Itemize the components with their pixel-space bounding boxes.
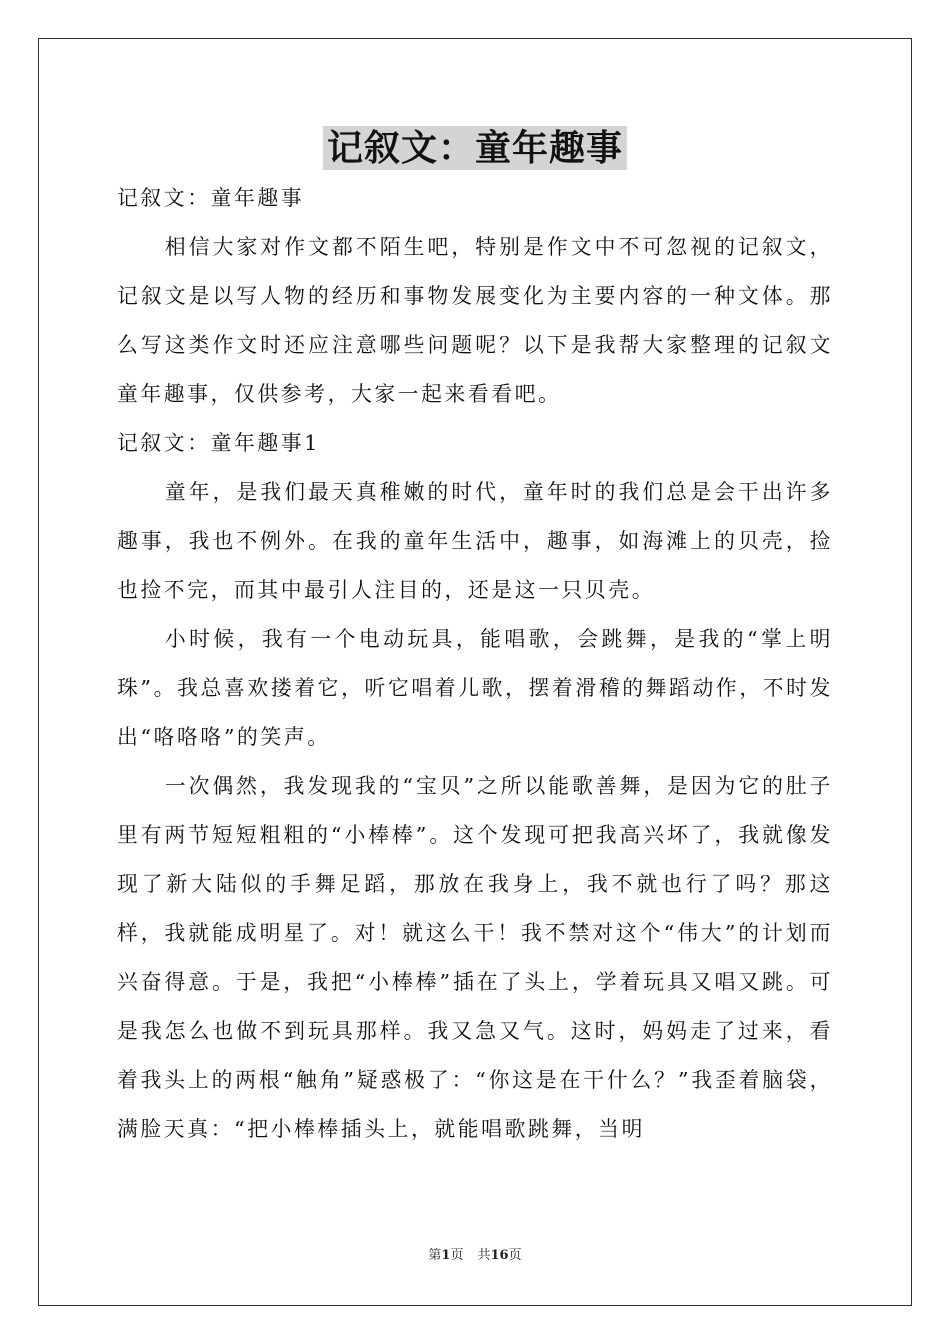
intro-paragraph: 相信大家对作文都不陌生吧，特别是作文中不可忽视的记叙文，记叙文是以写人物的经历和事物发展变化为主要内容的一种文体。那么写这类作文时还应注意哪些问题呢？以下是我帮大家整理的记叙文童年趣事，仅供参考，大家一起来看看吧。 xyxy=(117,235,833,406)
section-heading: 记叙文：童年趣事1 xyxy=(117,431,321,455)
total-prefix: 共 xyxy=(477,1248,491,1263)
document-body xyxy=(117,174,833,1154)
page-footer xyxy=(0,1246,950,1266)
page-prefix: 第 xyxy=(428,1248,442,1263)
body-paragraph: 一次偶然，我发现我的“宝贝”之所以能歌善舞，是因为它的肚子里有两节短短粗粗的“小棒棒”。这个发现可把我高兴坏了，我就像发现了新大陆似的手舞足蹈，那放在我身上，我不就也行了吗？那这样，我就能成明星了。对！就这么干！我不禁对这个“伟大”的计划而兴奋得意。于是，我把“小棒棒”插在了头上，学着玩具又唱又跳。可是我怎么也做不到玩具那样。我又急又气。这时，妈妈走了过来，看着我头上的两根“触角”疑惑极了：“你这是在干什么？”我歪着脑袋，满脸天真：“把小棒棒插头上，就能唱歌跳舞，当明 xyxy=(117,774,833,1141)
subtitle-paragraph: 记叙文：童年趣事 xyxy=(117,186,305,210)
page-number: 1 xyxy=(441,1248,451,1263)
body-paragraph: 童年，是我们最天真稚嫩的时代，童年时的我们总是会干出许多趣事，我也不例外。在我的童年生活中，趣事，如海滩上的贝壳，捡也捡不完，而其中最引人注目的，还是这一只贝壳。 xyxy=(117,480,833,602)
total-suffix: 页 xyxy=(508,1248,522,1263)
body-paragraph: 小时候，我有一个电动玩具，能唱歌，会跳舞，是我的“掌上明珠”。我总喜欢搂着它，听它唱着儿歌，摆着滑稽的舞蹈动作，不时发出“咯咯咯”的笑声。 xyxy=(117,627,833,749)
page-suffix: 页 xyxy=(450,1248,464,1263)
total-pages: 16 xyxy=(490,1248,509,1263)
title-container xyxy=(0,126,950,170)
document-title: 记叙文：童年趣事 xyxy=(323,126,627,170)
